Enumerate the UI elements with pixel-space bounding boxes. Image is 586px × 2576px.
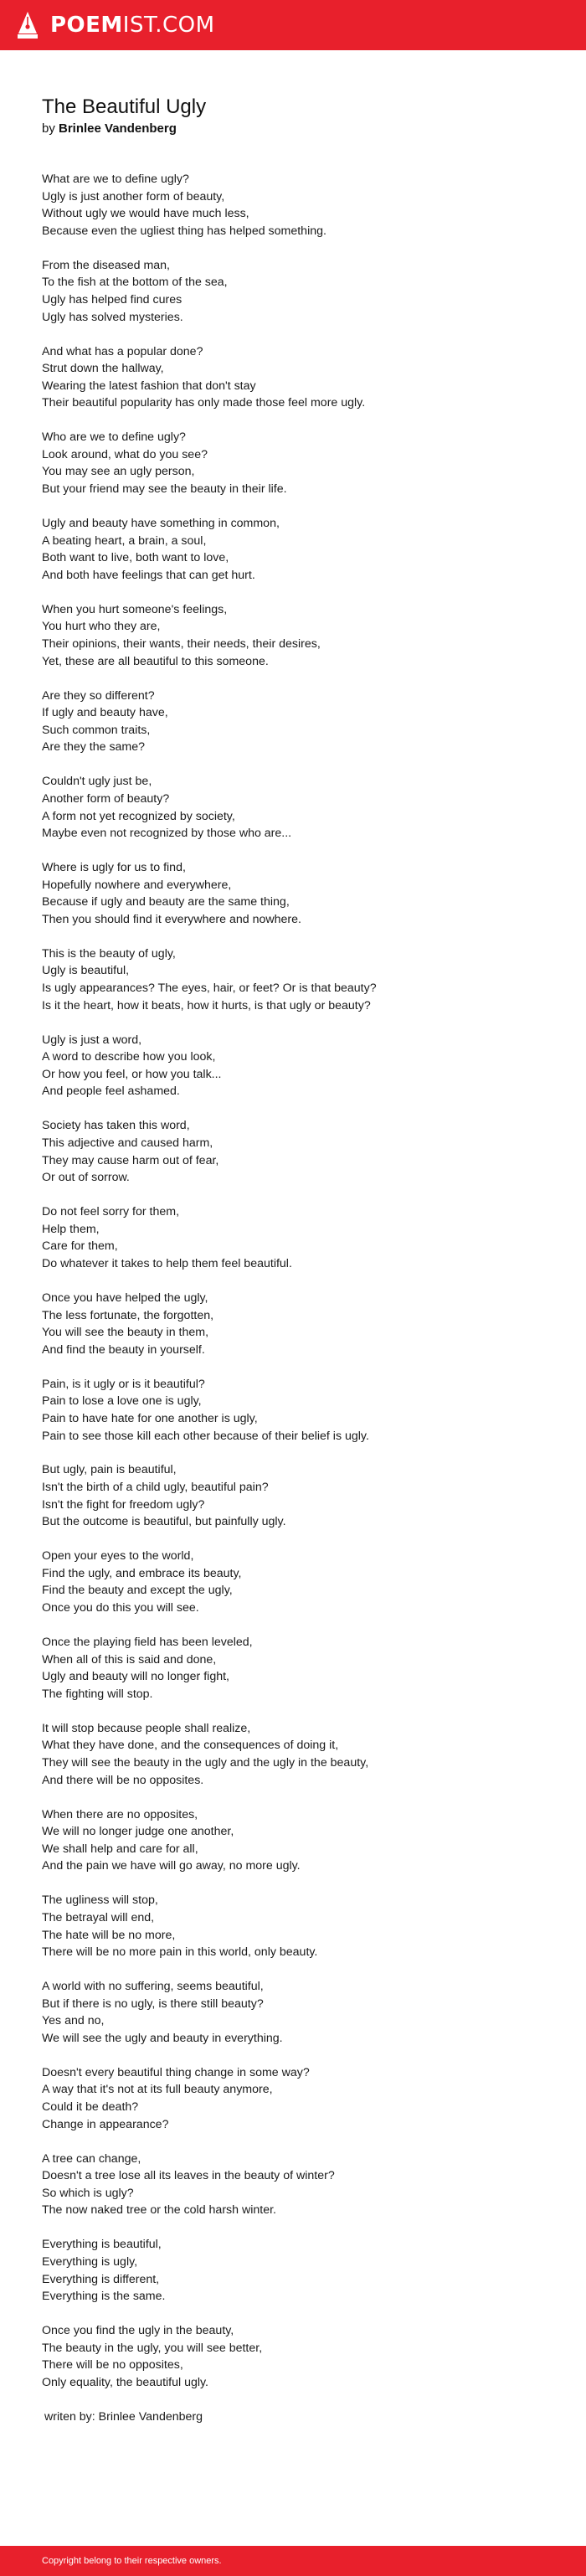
poem-line: Pain to lose a love one is ugly,	[42, 1394, 202, 1409]
stanza	[42, 1290, 561, 1358]
poem-line: What are we to define ugly?	[42, 173, 189, 186]
poem-line: And what has a popular done?	[42, 344, 203, 358]
stanza	[42, 1892, 561, 1960]
poem-line: We will no longer judge one another,	[42, 1825, 234, 1839]
poem-line: Everything is the same.	[42, 2290, 166, 2304]
poem-line: Ugly is beautiful,	[42, 964, 130, 978]
poem-line: A beating heart, a brain, a soul,	[42, 533, 207, 548]
poem-line: Ugly has helped find cures	[42, 292, 182, 307]
poem-line: Without ugly we would have much less,	[42, 207, 249, 221]
stanza	[42, 429, 561, 497]
poem-line: A word to describe how you look,	[42, 1050, 216, 1064]
poem-line: Once you find the ugly in the beauty,	[42, 2324, 234, 2338]
poem-line: Couldn't ugly just be,	[42, 775, 152, 789]
brand-bold-text: POEM	[50, 13, 123, 38]
poem-line: Isn't the birth of a child ugly, beautiful pain?	[42, 1481, 269, 1495]
poem-line: Both want to live, both want to love,	[42, 551, 229, 565]
poem-line: The now naked tree or the cold harsh winter.	[42, 2203, 276, 2218]
poem-line: If ugly and beauty have,	[42, 706, 168, 720]
poem-line: Could it be death?	[42, 2100, 139, 2115]
poem-line: It will stop because people shall realize,	[42, 1721, 251, 1735]
poem-line: Pain to have hate for one another is ugly,	[42, 1411, 258, 1425]
poem-line: Ugly and beauty will no longer fight,	[42, 1670, 229, 1684]
poem-line: Once you do this you will see.	[42, 1601, 199, 1615]
stanza	[42, 1720, 561, 1789]
stanza	[42, 2322, 561, 2391]
stanza	[42, 2151, 561, 2219]
written-by: writen by: Brinlee Vandenberg	[44, 2409, 203, 2424]
poem-line: Their opinions, their wants, their needs, their desires,	[42, 637, 321, 652]
poem-line: They may cause harm out of fear,	[42, 1153, 219, 1167]
poem-line: Then you should find it everywhere and nowhere.	[42, 912, 301, 926]
poem-line: Pain, is it ugly or is it beautiful?	[42, 1377, 205, 1391]
poem-line: To the fish at the bottom of the sea,	[42, 276, 228, 290]
poem-line: There will be no more pain in this world, only beauty.	[42, 1945, 318, 1960]
poem-line: This adjective and caused harm,	[42, 1136, 213, 1151]
stanza	[42, 515, 561, 584]
stanza	[42, 1032, 561, 1100]
poem-line: We shall help and care for all,	[42, 1842, 198, 1856]
stanza	[42, 2064, 561, 2133]
poem-line: Are they the same?	[42, 740, 146, 755]
poem-line: Ugly is just another form of beauty,	[42, 189, 225, 204]
poem-line: Such common traits,	[42, 723, 151, 737]
poem-line: Ugly and beauty have something in common,	[42, 517, 280, 531]
poem-line: We will see the ugly and beauty in everything.	[42, 2031, 283, 2045]
stanza	[42, 688, 561, 756]
poem-line: But your friend may see the beauty in their life.	[42, 482, 287, 497]
poem-line: Everything is different,	[42, 2272, 160, 2286]
stanza	[42, 2236, 561, 2305]
poem-line: Once you have helped the ugly,	[42, 1291, 208, 1305]
poem-line: Or how you feel, or how you talk...	[42, 1067, 222, 1081]
stanza	[42, 343, 561, 412]
poem-line: Isn't the fight for freedom ugly?	[42, 1497, 205, 1512]
poem-line: Wearing the latest fashion that don't stay	[42, 379, 256, 393]
poem-line: A tree can change,	[42, 2151, 141, 2166]
poem-line: Help them,	[42, 1222, 100, 1236]
poem-line: Ugly is just a word,	[42, 1033, 142, 1047]
stanza	[42, 171, 561, 240]
poem-line: What they have done, and the consequences of doing it,	[42, 1739, 339, 1753]
poem-line: And there will be no opposites.	[42, 1773, 204, 1787]
poem-line: Because even the ugliest thing has helped something.	[42, 224, 326, 238]
copyright-text: Copyright belong to their respective owners.	[42, 2556, 222, 2566]
poem-line: The beauty in the ugly, you will see better,	[42, 2341, 263, 2355]
poem-line: There will be no opposites,	[42, 2358, 183, 2372]
poem-body	[42, 171, 561, 2392]
poem-line: A form not yet recognized by society,	[42, 809, 235, 823]
poem-line: Are they so different?	[42, 688, 155, 703]
poem-line: When all of this is said and done,	[42, 1652, 217, 1667]
poem-line: The fighting will stop.	[42, 1687, 153, 1701]
stanza	[42, 1634, 561, 1703]
poem-line: Find the ugly, and embrace its beauty,	[42, 1566, 242, 1580]
poem-line: Maybe even not recognized by those who are...	[42, 827, 292, 841]
poem-line: So which is ugly?	[42, 2186, 134, 2200]
poem-line: Is it the heart, how it beats, how it hurts, is that ugly or beauty?	[42, 998, 371, 1012]
author-name: Brinlee Vandenberg	[59, 121, 177, 136]
site-name	[50, 11, 215, 39]
stanza	[42, 1203, 561, 1272]
poem-line: Another form of beauty?	[42, 791, 170, 806]
stanza	[42, 1806, 561, 1875]
poem-line: A way that it's not at its full beauty anymore,	[42, 2083, 273, 2097]
stanza	[42, 257, 561, 326]
poem-line: You hurt who they are,	[42, 620, 161, 634]
poem-line: The betrayal will end,	[42, 1910, 155, 1924]
stanza	[42, 1117, 561, 1186]
poem-line: And both have feelings that can get hurt.	[42, 568, 255, 582]
poem-line: Their beautiful popularity has only made those feel more ugly.	[42, 396, 366, 410]
poem-line: Do not feel sorry for them,	[42, 1205, 180, 1219]
poem-line: Ugly has solved mysteries.	[42, 310, 183, 324]
poem-line: They will see the beauty in the ugly and the ugly in the beauty,	[42, 1755, 369, 1770]
brand-light-text: IST.COM	[122, 13, 215, 38]
stanza	[42, 1548, 561, 1616]
poem-line: Where is ugly for us to find,	[42, 861, 186, 875]
poem-line: Look around, what do you see?	[42, 447, 208, 461]
poem-line: When you hurt someone's feelings,	[42, 602, 228, 616]
poem-line: But the outcome is beautiful, but painfully ugly.	[42, 1515, 286, 1529]
poem-line: Hopefully nowhere and everywhere,	[42, 878, 232, 892]
poem-line: Doesn't every beautiful thing change in some way?	[42, 2065, 310, 2079]
poem-line: Change in appearance?	[42, 2117, 169, 2131]
poem-line: You will see the beauty in them,	[42, 1326, 209, 1340]
poem-line: And people feel ashamed.	[42, 1084, 180, 1099]
stanza	[42, 859, 561, 928]
poem-line: Because if ugly and beauty are the same thing,	[42, 895, 290, 909]
poem-title: The Beautiful Ugly	[42, 95, 207, 118]
poem-line: The ugliness will stop,	[42, 1893, 158, 1908]
poem-line: Yes and no,	[42, 2014, 105, 2028]
poem-line: From the diseased man,	[42, 258, 170, 272]
poem-line: Do whatever it takes to help them feel beautiful.	[42, 1256, 292, 1270]
poem-line: And the pain we have will go away, no more ugly.	[42, 1859, 301, 1873]
poem-line: You may see an ugly person,	[42, 465, 195, 479]
poem-line: Once the playing field has been leveled,	[42, 1636, 253, 1650]
poem-line: Who are we to define ugly?	[42, 430, 186, 445]
stanza	[42, 1461, 561, 1530]
poem-line: When there are no opposites,	[42, 1807, 198, 1821]
poem-line: Strut down the hallway,	[42, 362, 164, 376]
site-logo[interactable]	[17, 11, 215, 39]
poem-line: But if there is no ugly, is there still beauty?	[42, 1996, 264, 2011]
poem-line: Yet, these are all beautiful to this someone.	[42, 654, 269, 668]
poem-line: This is the beauty of ugly,	[42, 946, 176, 961]
poem-line: Doesn't a tree lose all its leaves in the beauty of winter?	[42, 2169, 335, 2183]
stanza	[42, 945, 561, 1014]
poem-line: Care for them,	[42, 1239, 118, 1254]
poem-line: The hate will be no more,	[42, 1928, 176, 1942]
stanza	[42, 773, 561, 842]
poem-line: Everything is beautiful,	[42, 2238, 162, 2252]
site-header	[0, 0, 586, 50]
pen-nib-icon	[17, 11, 39, 39]
stanza	[42, 1978, 561, 2047]
poem-line: Open your eyes to the world,	[42, 1549, 194, 1564]
poem-line: A world with no suffering, seems beautiful,	[42, 1980, 264, 1994]
poem-line: Only equality, the beautiful ugly.	[42, 2375, 209, 2389]
poem-line: Or out of sorrow.	[42, 1171, 130, 1185]
byline	[42, 121, 561, 137]
poem-line: Everything is ugly,	[42, 2254, 138, 2269]
poem-line: Pain to see those kill each other because of their belief is ugly.	[42, 1429, 369, 1443]
stanza	[42, 1376, 561, 1445]
poem-line: Find the beauty and except the ugly,	[42, 1584, 233, 1598]
poem-line: Is ugly appearances? The eyes, hair, or feet? Or is that beauty?	[42, 981, 377, 996]
poem-line: And find the beauty in yourself.	[42, 1342, 205, 1357]
poem-content	[42, 94, 561, 2426]
site-footer	[0, 2546, 586, 2576]
poem-line: But ugly, pain is beautiful,	[42, 1463, 177, 1477]
byline-prefix: by	[42, 121, 55, 136]
poem-line: Society has taken this word,	[42, 1119, 190, 1133]
stanza	[42, 601, 561, 670]
poem-line: The less fortunate, the forgotten,	[42, 1308, 214, 1322]
